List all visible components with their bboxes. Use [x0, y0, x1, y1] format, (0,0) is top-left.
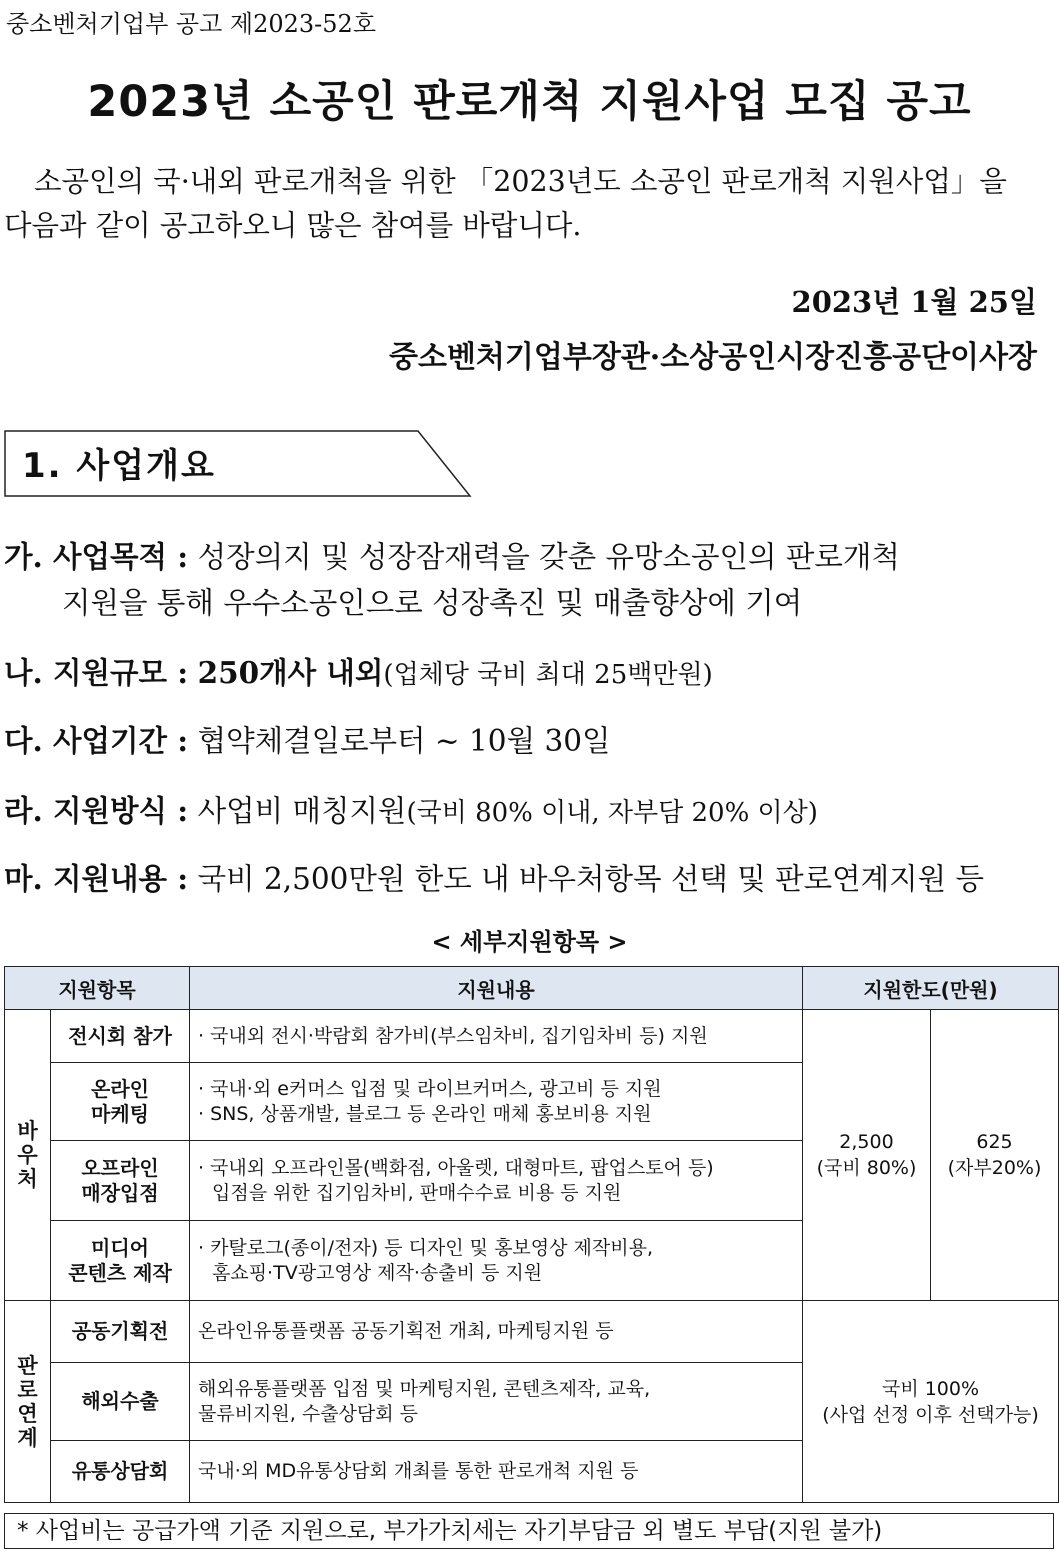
section-title: 1. 사업개요 [22, 446, 216, 486]
row-desc-line: · 국내·외 e커머스 입점 및 라이브커머스, 광고비 등 지원 [198, 1077, 662, 1100]
header-content: 지원내용 [190, 967, 803, 1010]
item-purpose-text: 성장의지 및 성장잠재력을 갖춘 유망소공인의 판로개척 [197, 540, 900, 574]
row-desc [190, 1441, 803, 1503]
header-limit: 지원한도(만원) [803, 967, 1059, 1010]
table-header-row [5, 967, 1059, 1010]
notice-number: 중소벤처기업부 공고 제2023-52호 [6, 10, 377, 38]
item-content-text: 국비 2,500만원 한도 내 바우처항목 선택 및 판로연계지원 등 [197, 862, 984, 896]
row-desc-line: · 카탈로그(종이/전자) 등 디자인 및 홍보영상 제작비용, [198, 1236, 653, 1259]
row-name-line: 오프라인 [81, 1155, 159, 1180]
item-method [4, 788, 818, 830]
row-desc-line: 입점을 위한 집기임차비, 판매수수료 비용 등 지원 [212, 1181, 622, 1204]
voucher-limit-self-value: 625 [976, 1131, 1013, 1153]
table-row [5, 1301, 1059, 1363]
linkage-limit-note: (사업 선정 이후 선택가능) [822, 1403, 1039, 1426]
item-scale [4, 650, 713, 692]
row-desc-line: 홈쇼핑·TV광고영상 제작·송출비 등 지원 [212, 1261, 543, 1284]
item-scale-note: (업체당 국비 최대 25백만원) [383, 660, 713, 690]
intro-paragraph [4, 160, 1056, 248]
row-name: 유통상담회 [51, 1441, 190, 1503]
row-desc-line: 국내·외 MD유통상담회 개최를 통한 판로개척 지원 등 [198, 1460, 639, 1482]
item-method-label: 라. 지원방식 : [4, 793, 189, 828]
item-method-note: (국비 80% 이내, 자부담 20% 이상) [406, 798, 818, 828]
linkage-limit-value: 국비 100% [881, 1377, 980, 1400]
footnote: * 사업비는 공급가액 기준 지원으로, 부가가치세는 자기부담금 외 별도 부담(지원 불가) [4, 1513, 1054, 1549]
category-linkage [5, 1301, 51, 1503]
row-desc-line: 물류비지원, 수출상담회 등 [198, 1402, 419, 1425]
row-desc [190, 1363, 803, 1441]
voucher-limit-self [931, 1010, 1059, 1301]
row-desc-line: 온라인유통플랫폼 공동기획전 개최, 마케팅지원 등 [198, 1320, 614, 1342]
row-name [51, 1221, 190, 1301]
voucher-limit-gov [803, 1010, 931, 1301]
voucher-limit-gov-note: (국비 80%) [816, 1157, 917, 1179]
announcement-date: 2023년 1월 25일 [791, 285, 1037, 319]
row-name-line: 매장입점 [81, 1180, 159, 1205]
category-voucher-label: 바우처 [17, 1119, 38, 1191]
table-row [5, 1010, 1059, 1063]
row-desc [190, 1141, 803, 1221]
item-content [4, 856, 984, 898]
item-purpose [4, 534, 900, 576]
item-period [4, 718, 610, 760]
issuer-name: 중소벤처기업부장관·소상공인시장진흥공단이사장 [388, 340, 1037, 375]
row-desc-line: · 국내외 전시·박람회 참가비(부스임차비, 집기임차비 등) 지원 [198, 1024, 708, 1047]
row-name [51, 1141, 190, 1221]
row-name [51, 1063, 190, 1141]
item-period-text: 협약체결일로부터 ~ 10월 30일 [197, 724, 611, 758]
support-items-table [4, 966, 1059, 1503]
item-period-label: 다. 사업기간 : [4, 723, 189, 758]
row-desc [190, 1010, 803, 1063]
item-scale-label: 나. 지원규모 : [4, 655, 189, 690]
linkage-limit [803, 1301, 1059, 1503]
voucher-limit-gov-value: 2,500 [839, 1131, 894, 1153]
item-scale-value: 250개사 내외 [197, 655, 384, 690]
item-method-text: 사업비 매칭지원 [197, 794, 407, 828]
row-desc [190, 1063, 803, 1141]
row-name-line: 온라인 [91, 1076, 149, 1101]
header-item: 지원항목 [5, 967, 190, 1010]
row-name: 공동기획전 [51, 1301, 190, 1363]
detail-table-title: < 세부지원항목 > [431, 928, 628, 956]
row-name-line: 마케팅 [91, 1101, 149, 1126]
row-name-line: 콘텐츠 제작 [68, 1260, 172, 1285]
row-name: 해외수출 [51, 1363, 190, 1441]
item-content-label: 마. 지원내용 : [4, 861, 189, 896]
row-name-line: 미디어 [91, 1235, 149, 1260]
row-desc-line: · 국내외 오프라인몰(백화점, 아울렛, 대형마트, 팝업스토어 등) [198, 1156, 714, 1179]
intro-line-2: 다음과 같이 공고하오니 많은 참여를 바랍니다. [4, 209, 582, 242]
item-purpose-cont: 지원을 통해 우수소공인으로 성장촉진 및 매출향상에 기여 [62, 586, 803, 620]
category-voucher [5, 1010, 51, 1301]
row-name: 전시회 참가 [51, 1010, 190, 1063]
row-desc-line: · SNS, 상품개발, 블로그 등 온라인 매체 홍보비용 지원 [198, 1102, 652, 1125]
page-title: 2023년 소공인 판로개척 지원사업 모집 공고 [87, 77, 972, 127]
category-linkage-label: 판로연계 [17, 1353, 38, 1450]
row-desc [190, 1221, 803, 1301]
voucher-limit-self-note: (자부20%) [947, 1157, 1042, 1179]
row-desc [190, 1301, 803, 1363]
row-desc-line: 해외유통플랫폼 입점 및 마케팅지원, 콘텐츠제작, 교육, [198, 1377, 651, 1400]
intro-line-1: 소공인의 국·내외 판로개척을 위한 「2023년도 소공인 판로개척 지원사업」을 [34, 165, 1007, 198]
item-purpose-label: 가. 사업목적 : [4, 539, 189, 574]
